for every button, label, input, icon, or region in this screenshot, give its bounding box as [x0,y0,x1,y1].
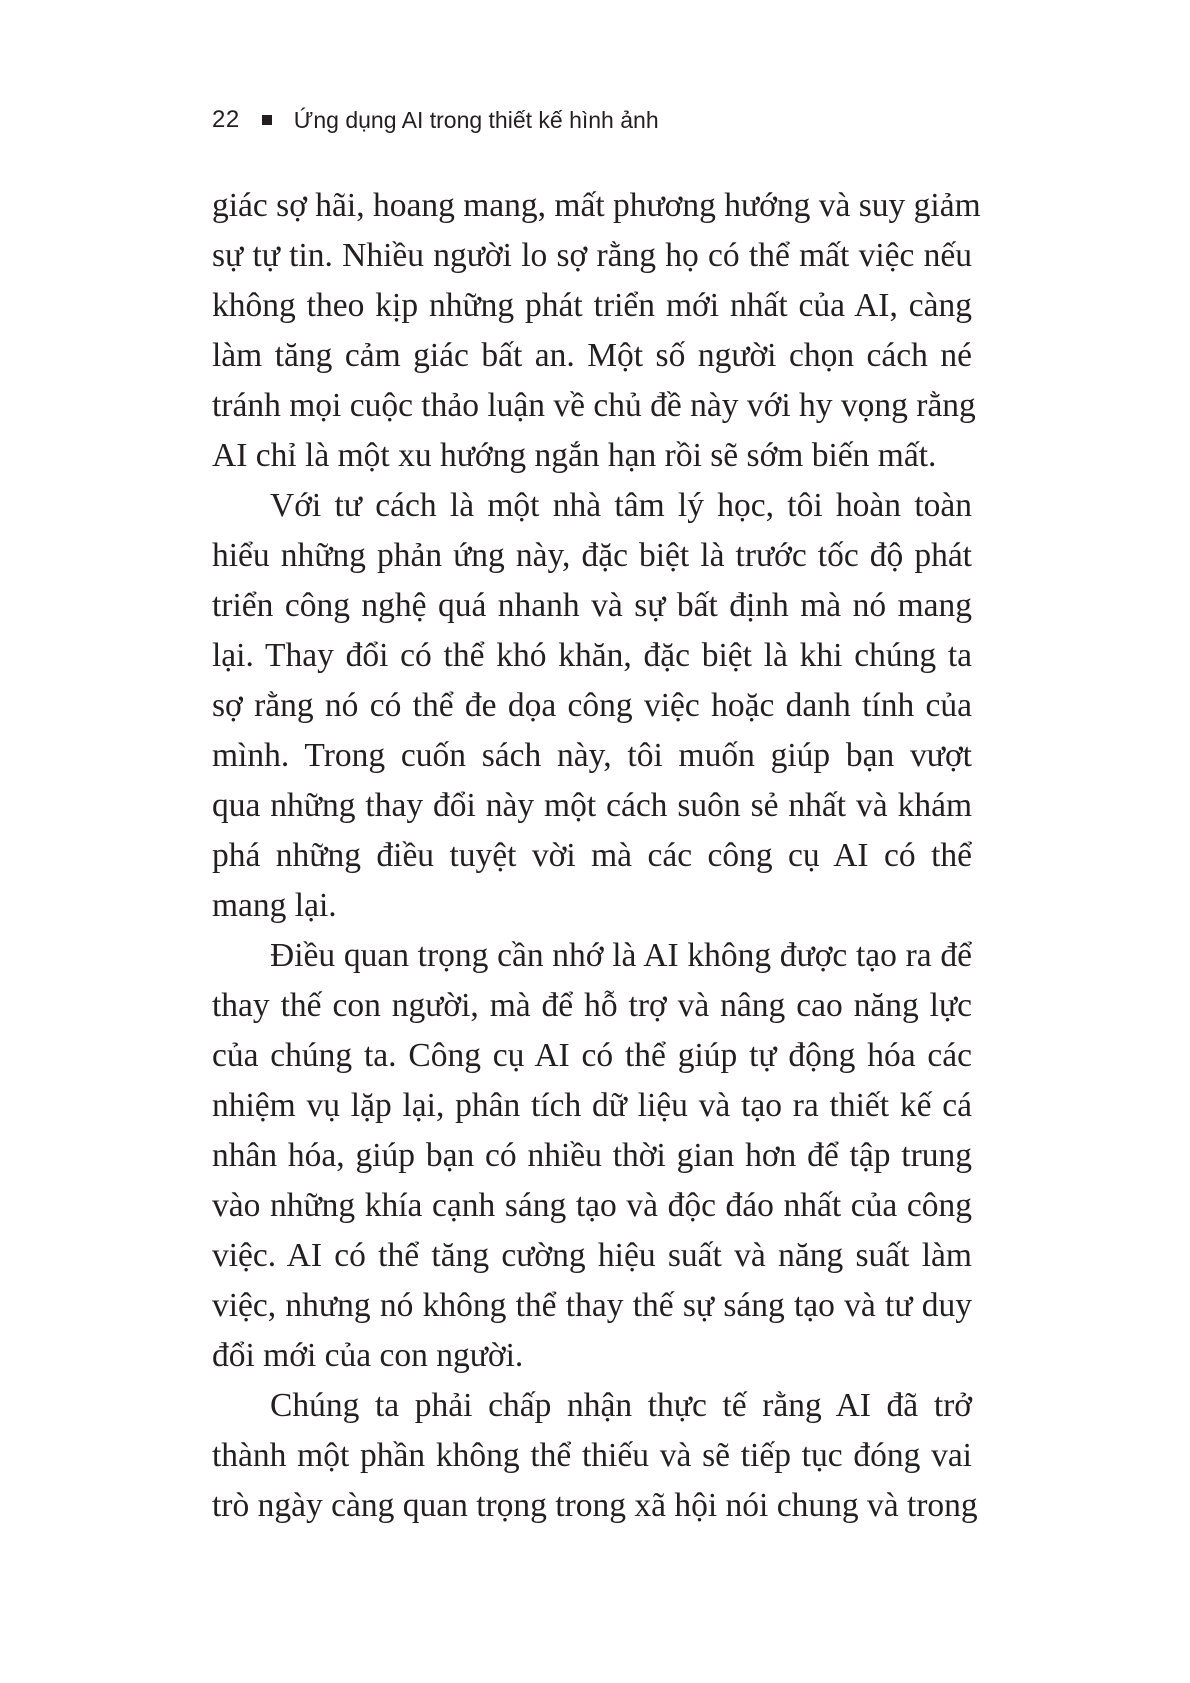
paragraph [212,481,972,931]
text-line: mình. Trong cuốn sách này, tôi muốn giúp bạn vượt [212,737,972,774]
text-line: nhân hóa, giúp bạn có nhiều thời gian hơn để tập trung [212,1137,972,1174]
square-bullet-icon [262,115,272,125]
body-text [212,181,981,1531]
text-line: việc, nhưng nó không thể thay thế sự sáng tạo và tư duy [212,1287,972,1324]
text-line: trò ngày càng quan trọng trong xã hội nói chung và trong [212,1487,978,1524]
text-line: không theo kịp những phát triển mới nhất của AI, càng [212,287,972,324]
text-line: AI chỉ là một xu hướng ngắn hạn rồi sẽ sớm biến mất. [212,437,937,474]
text-line: sợ rằng nó có thể đe dọa công việc hoặc danh tính của [212,687,972,724]
text-line: đổi mới của con người. [212,1337,524,1374]
text-line: thay thế con người, mà để hỗ trợ và nâng cao năng lực [212,987,972,1024]
text-line: giác sợ hãi, hoang mang, mất phương hướng và suy giảm [212,187,981,224]
text-line: tránh mọi cuộc thảo luận về chủ đề này với hy vọng rằng [212,387,976,424]
text-line: phá những điều tuyệt vời mà các công cụ AI có thể [212,837,972,874]
text-line: lại. Thay đổi có thể khó khăn, đặc biệt là khi chúng ta [212,637,972,674]
text-line: nhiệm vụ lặp lại, phân tích dữ liệu và tạo ra thiết kế cá [212,1087,972,1124]
paragraph [212,931,972,1381]
running-title: Ứng dụng AI trong thiết kế hình ảnh [293,106,659,133]
text-line: Với tư cách là một nhà tâm lý học, tôi hoàn toàn [270,487,972,524]
text-line: Điều quan trọng cần nhớ là AI không được tạo ra để [270,937,972,974]
text-line: làm tăng cảm giác bất an. Một số người chọn cách né [212,337,972,374]
text-line: triển công nghệ quá nhanh và sự bất định mà nó mang [212,587,972,624]
text-line: hiểu những phản ứng này, đặc biệt là trước tốc độ phát [212,537,972,574]
running-header [212,100,659,140]
paragraph [212,1381,978,1531]
page-number: 22 [212,106,240,133]
text-line: thành một phần không thể thiếu và sẽ tiếp tục đóng vai [212,1437,972,1474]
text-line: mang lại. [212,887,337,924]
text-line: của chúng ta. Công cụ AI có thể giúp tự động hóa các [212,1037,972,1074]
text-line: vào những khía cạnh sáng tạo và độc đáo nhất của công [212,1187,972,1224]
paragraph [212,181,981,481]
text-line: việc. AI có thể tăng cường hiệu suất và năng suất làm [212,1237,972,1274]
text-line: Chúng ta phải chấp nhận thực tế rằng AI đã trở [270,1387,972,1424]
text-line: sự tự tin. Nhiều người lo sợ rằng họ có thể mất việc nếu [212,237,972,274]
text-line: qua những thay đổi này một cách suôn sẻ nhất và khám [212,787,972,824]
